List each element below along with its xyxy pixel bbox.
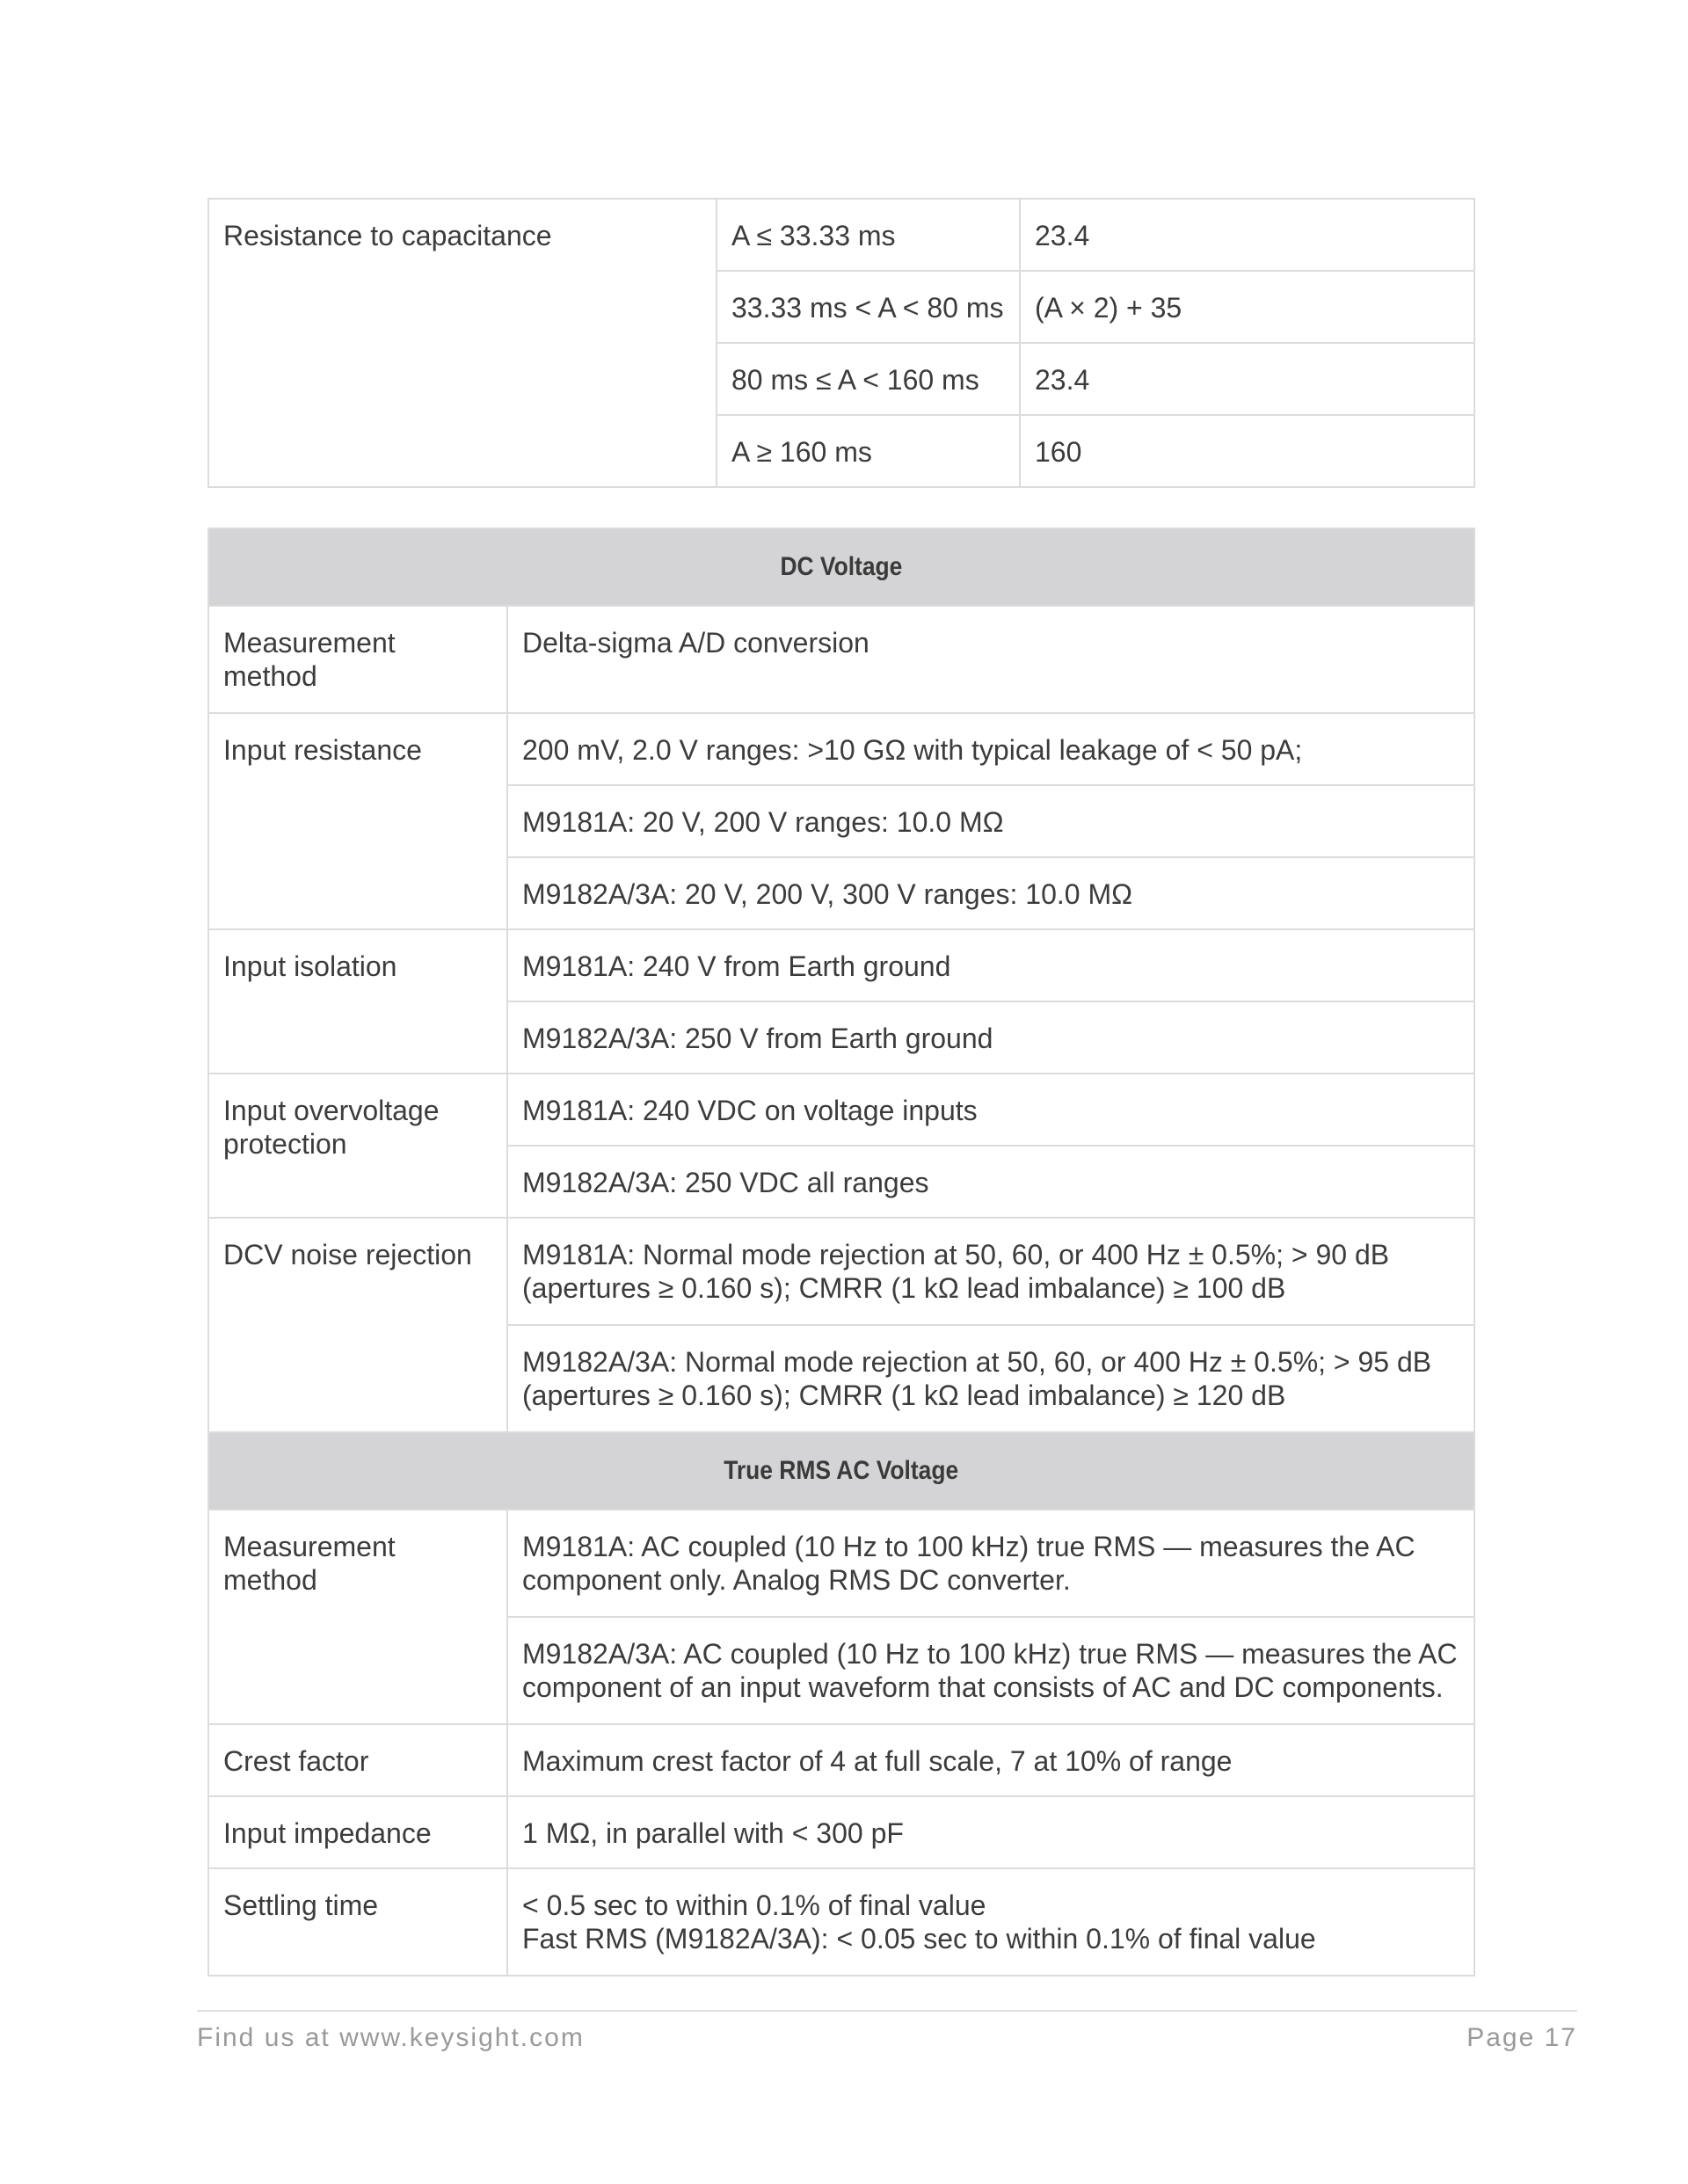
row-label: Input resistance bbox=[208, 713, 507, 929]
section-title: True RMS AC Voltage bbox=[724, 1456, 959, 1485]
value-cell: M9182A/3A: 20 V, 200 V, 300 V ranges: 10.0 MΩ bbox=[507, 857, 1474, 929]
row-label: DCV noise rejection bbox=[208, 1218, 507, 1432]
value-cell: Maximum crest factor of 4 at full scale, 7 at 10% of range bbox=[507, 1724, 1474, 1796]
section-title: DC Voltage bbox=[780, 552, 903, 581]
settling-line: < 0.5 sec to within 0.1% of final value bbox=[522, 1889, 986, 1921]
value-cell: M9181A: 20 V, 200 V ranges: 10.0 MΩ bbox=[507, 785, 1474, 857]
section-header-true-rms-ac-voltage bbox=[208, 1432, 1474, 1510]
section-header-dc-voltage bbox=[208, 528, 1474, 606]
settling-line: Fast RMS (M9182A/3A): < 0.05 sec to within 0.1% of final value bbox=[522, 1923, 1316, 1955]
value-cell: 160 bbox=[1020, 415, 1474, 487]
condition-cell: A ≥ 160 ms bbox=[717, 415, 1020, 487]
value-cell: M9181A: 240 V from Earth ground bbox=[507, 929, 1474, 1001]
table-row bbox=[208, 199, 1474, 271]
value-cell: M9181A: 240 VDC on voltage inputs bbox=[507, 1074, 1474, 1146]
table-row bbox=[208, 713, 1474, 785]
value-cell: M9182A/3A: 250 VDC all ranges bbox=[507, 1146, 1474, 1218]
table-row bbox=[208, 1796, 1474, 1868]
table-row bbox=[208, 929, 1474, 1001]
table-row bbox=[208, 1724, 1474, 1796]
row-label: Input overvoltage protection bbox=[208, 1074, 507, 1218]
table-row bbox=[208, 1510, 1474, 1617]
row-label: Settling time bbox=[208, 1868, 507, 1976]
value-cell: M9181A: Normal mode rejection at 50, 60, or 400 Hz ± 0.5%; > 90 dB (apertures ≥ 0.160 s); CMRR (1 kΩ lead imbalance) ≥ 100 dB bbox=[507, 1218, 1474, 1325]
condition-cell: 33.33 ms < A < 80 ms bbox=[717, 271, 1020, 343]
row-label: Measurement method bbox=[208, 606, 507, 713]
value-cell: 23.4 bbox=[1020, 199, 1474, 271]
value-cell: M9182A/3A: 250 V from Earth ground bbox=[507, 1001, 1474, 1074]
row-label: Measurement method bbox=[208, 1510, 507, 1724]
condition-cell: A ≤ 33.33 ms bbox=[717, 199, 1020, 271]
row-label: Resistance to capacitance bbox=[208, 199, 717, 487]
value-cell: M9182A/3A: Normal mode rejection at 50, 60, or 400 Hz ± 0.5%; > 95 dB (apertures ≥ 0.160 s); CMRR (1 kΩ lead imbalance) ≥ 120 dB bbox=[507, 1325, 1474, 1432]
condition-cell: 80 ms ≤ A < 160 ms bbox=[717, 343, 1020, 415]
table-row bbox=[208, 1868, 1474, 1976]
footer-website: Find us at www.keysight.com bbox=[197, 2023, 585, 2052]
specification-table bbox=[207, 528, 1475, 1977]
row-label: Input impedance bbox=[208, 1796, 507, 1868]
value-cell bbox=[507, 1868, 1474, 1976]
value-cell: (A × 2) + 35 bbox=[1020, 271, 1474, 343]
row-label: Crest factor bbox=[208, 1724, 507, 1796]
table-row bbox=[208, 1074, 1474, 1146]
value-cell: M9182A/3A: AC coupled (10 Hz to 100 kHz) true RMS — measures the AC component of an input waveform that consists of AC and DC components. bbox=[507, 1617, 1474, 1724]
footer-divider bbox=[197, 2010, 1577, 2012]
value-cell: Delta-sigma A/D conversion bbox=[507, 606, 1474, 713]
page-number: Page 17 bbox=[1466, 2023, 1577, 2052]
value-cell: M9181A: AC coupled (10 Hz to 100 kHz) true RMS — measures the AC component only. Analog RMS DC converter. bbox=[507, 1510, 1474, 1617]
value-cell: 1 MΩ, in parallel with < 300 pF bbox=[507, 1796, 1474, 1868]
resistance-to-capacitance-table bbox=[207, 198, 1475, 488]
value-cell: 23.4 bbox=[1020, 343, 1474, 415]
table-row bbox=[208, 1218, 1474, 1325]
table-row bbox=[208, 606, 1474, 713]
row-label: Input isolation bbox=[208, 929, 507, 1074]
value-cell: 200 mV, 2.0 V ranges: >10 GΩ with typical leakage of < 50 pA; bbox=[507, 713, 1474, 785]
